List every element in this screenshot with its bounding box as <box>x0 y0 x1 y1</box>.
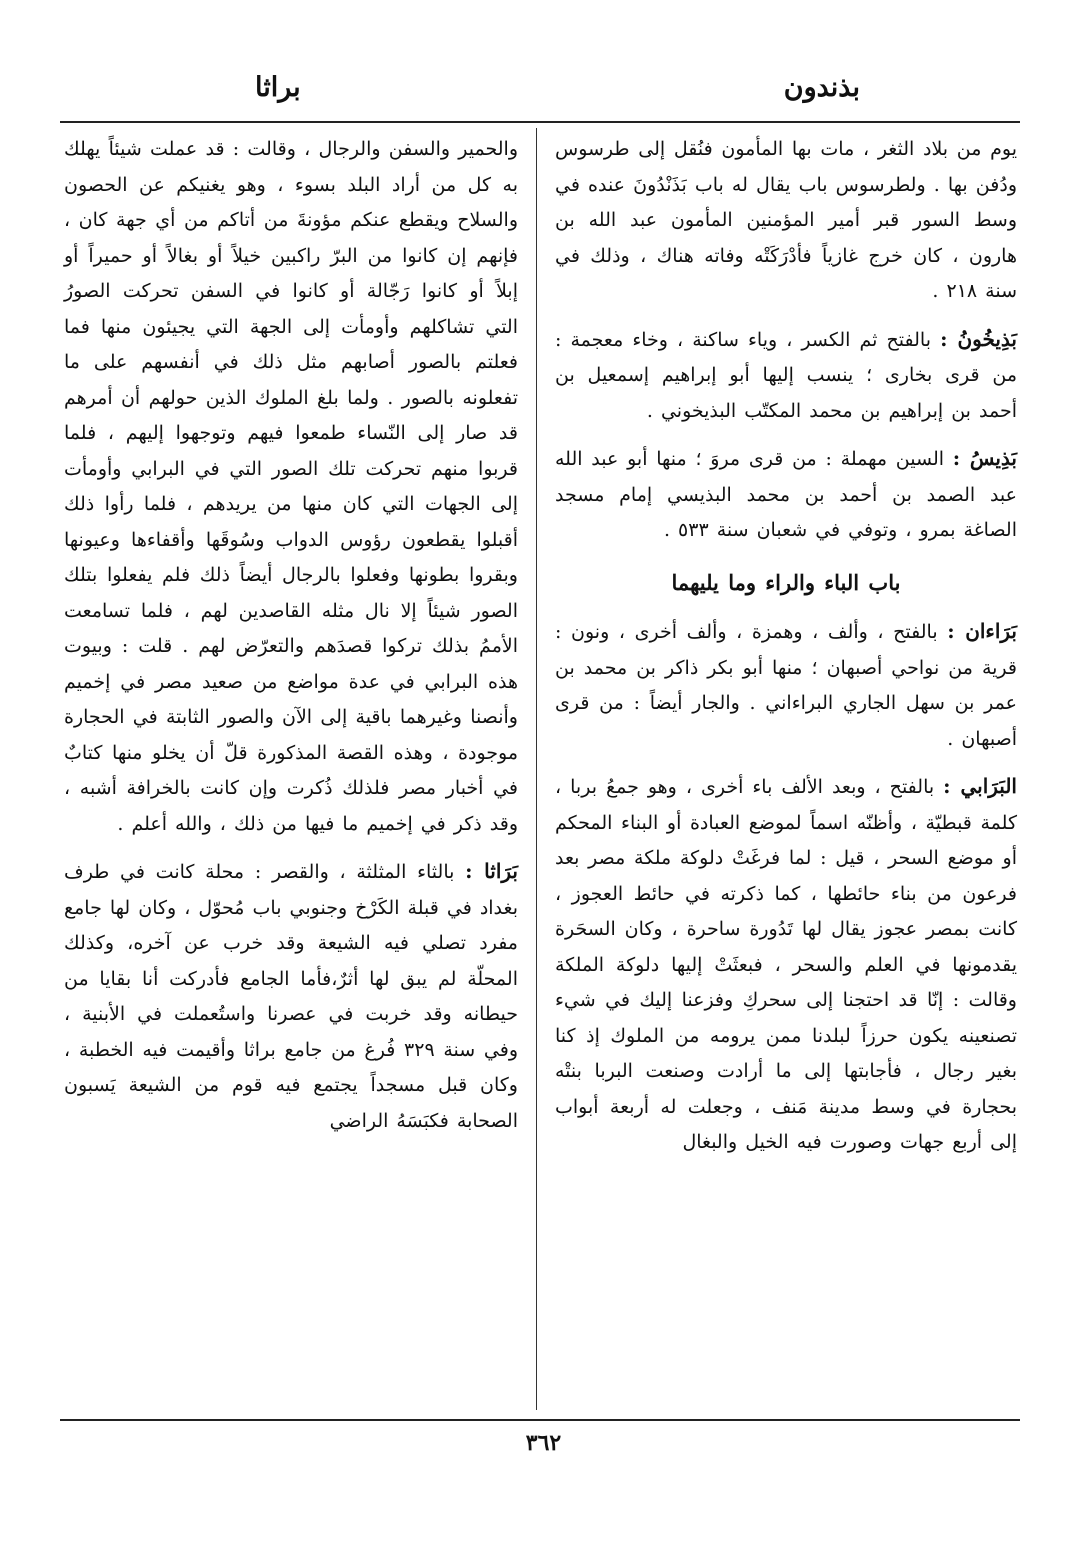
header-right-title: بذندون <box>783 72 860 103</box>
running-header <box>60 72 1020 112</box>
left-column <box>64 132 518 1151</box>
entry-badhis <box>555 441 1017 549</box>
entry-headword: بَرَاثا : <box>465 859 518 883</box>
entry-text: يوم من بلاد الثغر ، مات بها المأمون فنُقل إلى طرسوس ودُفن بها . ولطرسوس باب يقال له باب بَذَنْدُونَ عنده في وسط السور قبر أمير المؤمنين المأمون عبد الله بن هارون ، كان خرج غازياً فأدْرَكَتْه وفاته هناك ، وذلك في سنة ٢١٨ . <box>555 138 1017 302</box>
entry-text: بالفتح ثم الكسر ، وياء ساكنة ، وخاء معجمة : من قرى بخارى ؛ ينسب إليها أبو إبراهيم إسمعيل بن أحمد بن إبراهيم بن محمد المكتّب البذيخوني . <box>555 328 1017 422</box>
footer-rule <box>60 1419 1020 1421</box>
entry-albarabi <box>555 769 1017 1161</box>
entry-text: السين مهملة : من قرى مروَ ؛ منها أبو عبد الله عبد الصمد بن أحمد بن محمد البذيسي إمام مسجد الصاغة بمرو ، وتوفي في شعبان سنة ٥٣٣ . <box>555 448 1017 541</box>
entry-headword: بَرَاءان : <box>947 619 1017 643</box>
entry-badhikhun <box>555 322 1017 430</box>
entry-text: بالفتح ، وألف ، وهمزة ، وألف أخرى ، ونون : قرية من نواحي أصبهان ؛ منها أبو بكر ذاكر بن محمد بن عمر بن سهل الجاري البراءاني . والجار أيضاً : من قرى أصبهان . <box>555 621 1017 750</box>
entry-headword: بَذِيسُ : <box>952 446 1017 470</box>
entry-continuation <box>64 132 518 842</box>
section-heading: باب الباء والراء وما يليهما <box>671 569 901 595</box>
right-column <box>555 132 1017 1173</box>
entry-headword: البَرَابي : <box>943 774 1017 798</box>
header-rule <box>60 121 1020 123</box>
page-number: ٣٦٢ <box>525 1430 562 1456</box>
entry-baratha <box>64 854 518 1139</box>
entry-text: بالفتح ، وبعد الألف باء أخرى ، وهو جمعُ بربا ، كلمة قبطيّة ، وأظنّه اسماً لموضع العبادة أو البناء المحكم أو موضع السحر ، قيل : لما فرغَتْ دلوكة ملكة مصر بعد فرعون من بناء حائطها ، كما ذكرته في حائط العجوز ، كانت بمصر عجوز يقال لها تَدُورة ساحرة ، وكان السحَرة يقدمونها في العلم والسحر ، فبعثَتْ إليها دلوكة الملكة وقالت : إنّا قد احتجنا إلى سحركِ وفزعنا إليك في شيء تصنعينه يكون حرزاً لبلدنا ممن يرومه من الملوك إذ كنا بغير رجال ، فأجابتها إلى ما أرادت وصنعت البربا بنتْه بحجارة في وسط مدينة مَنف ، وجعلت له أربعة أبواب إلى أربع جهات وصورت فيه الخيل والبغال <box>555 776 1017 1153</box>
entry-baraan <box>555 614 1017 757</box>
entry-text: بالثاء المثلثة ، والقصر : محلة كانت في طرف بغداد في قبلة الكَرْخ وجنوبي باب مُحوّل ، وكان لها جامع مفرد تصلي فيه الشيعة وقد خرب عن آخره، وكذلك المحلّة لم يبق لها أثرٌ،فأما الجامع فأدركت أنا بقايا من حيطانه وقد خربت في عصرنا واستُعملت في الأبنية ، وفي سنة ٣٢٩ فُرغ من جامع براثا وأقيمت فيه الخطبة ، وكان قبل مسجداً يجتمع فيه قوم من الشيعة يَسبون الصحابة فكبَسَهُ الراضي <box>64 861 519 1132</box>
entry-headword: بَذِيخُونُ : <box>940 326 1017 351</box>
entry-text: والحمير والسفن والرجال ، وقالت : قد عملت شيئاً يهلك به كل من أراد البلد بسوء ، وهو يغنيكم عن الحصون والسلاح ويقطع عنكم مؤونةَ من أتاكم من أي جهة كان ، فإنهم إن كانوا من البرّ راكبين خيلاً أو بغالاً أو حميراً أو إبلاً أو كانوا رَجّالة أو كانوا في السفن تحركت الصورُ التي تشاكلهم وأومأت إلى الجهة التي يجيئون منها فما فعلتم بالصور أصابهم مثل ذلك في أنفسهم على ما تفعلونه بالصور . ولما بلغ الملوك الذين حولهم أن أمرهم قد صار إلى النّساء طمعوا فيهم وتوجهوا إليهم ، فلما قربوا منهم تحركت تلك الصور التي في البرابي وأومأت إلى الجهات التي كان منها من يريدهم ، فلما رأوا ذلك أقبلوا يقطعون رؤوس الدواب وسُوقَها وأقفاءها وعيونها وبقروا بطونها وفعلوا بالرجال أيضاً ذلك فلم يفعلوا بتلك الصور شيئاً إلا نال مثله القاصدين لهم ، فلما تسامعت الأممُ بذلك تركوا قصدَهم والتعرّض لهم . قلت : وبيوت هذه البرابي في عدة مواضع من صعيد مصر في إخميم وأنصنا وغيرهما باقية إلى الآن والصور الثابتة في الحجارة موجودة ، وهذه القصة المذكورة قلّ أن يخلو منها كتابٌ في أخبار مصر فلذلك ذُكرت وإن كانت بالخرافة أشبه ، وقد ذكر في إخميم ما فيها من ذلك ، والله أعلم . <box>64 138 518 835</box>
entry-continuation <box>555 132 1017 310</box>
column-divider <box>536 128 537 1410</box>
header-left-title: براثا <box>255 72 301 103</box>
